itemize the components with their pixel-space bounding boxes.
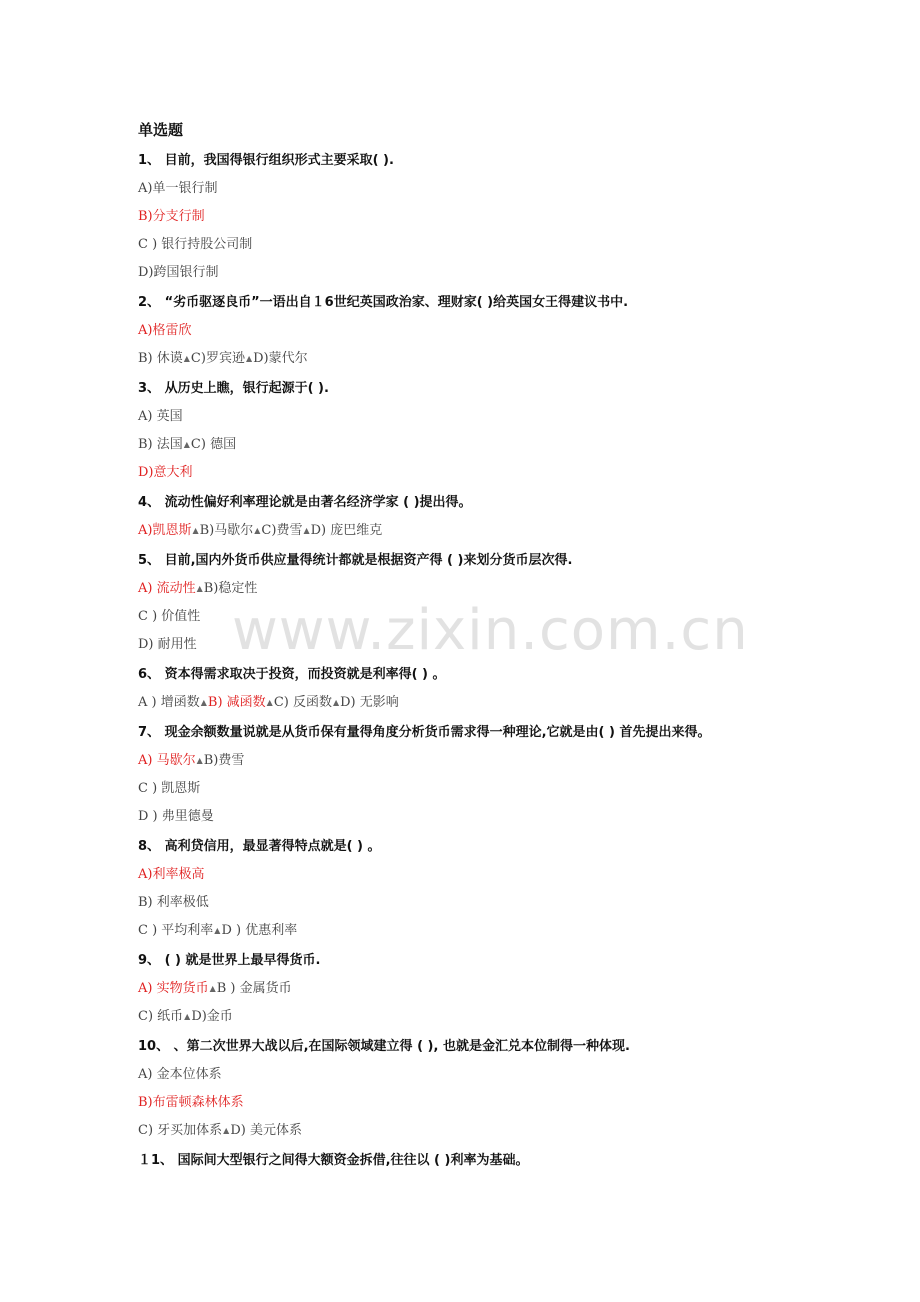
triangle-separator-icon: ▲ — [196, 756, 203, 765]
question-9-option-a-answer: A) 实物货币 — [138, 981, 209, 996]
question-4-option-d: D) 庞巴维克 — [310, 523, 383, 538]
question-3-option-c: C) 德国 — [190, 437, 237, 452]
question-6-option-d: D) 无影响 — [340, 695, 399, 710]
triangle-separator-icon: ▲ — [183, 440, 190, 449]
question-8-options-cd — [138, 921, 297, 941]
section-heading: 单选题 — [138, 121, 184, 139]
question-3-option-b: B) 法国 — [138, 437, 183, 452]
question-9-stem: 9、 ( ) 就是世界上最早得货币. — [138, 953, 321, 968]
question-6-option-b-answer: B) 减函数 — [207, 695, 266, 710]
question-1-option-d: D)跨国银行制 — [138, 265, 219, 280]
question-3-stem: 3、 从历史上瞧，银行起源于( ). — [138, 381, 329, 396]
question-6-option-a: A ) 增函数 — [138, 695, 200, 710]
question-5-option-d: D) 耐用性 — [138, 637, 197, 652]
question-6-stem: 6、 资本得需求取决于投资，而投资就是利率得( ) 。 — [138, 667, 446, 682]
question-5-option-c: C ) 价值性 — [138, 609, 201, 624]
question-6-option-c: C) 反函数 — [273, 695, 332, 710]
question-2-option-c: C)罗宾逊 — [190, 351, 245, 366]
question-3-option-a: A) 英国 — [138, 409, 183, 424]
question-9-options-ab — [138, 979, 292, 999]
triangle-separator-icon: ▲ — [184, 1012, 191, 1021]
triangle-separator-icon: ▲ — [192, 526, 199, 535]
question-10-option-c: C) 牙买加体系 — [138, 1123, 223, 1138]
question-9-options-cd — [138, 1007, 233, 1027]
triangle-separator-icon: ▲ — [214, 926, 221, 935]
question-9-option-d: D)金币 — [191, 1009, 233, 1024]
question-4-option-b: B)马歇尔 — [199, 523, 254, 538]
question-4-options — [138, 521, 382, 541]
question-5-stem: 5、 目前,国内外货币供应量得统计都就是根据资产得 ( )来划分货币层次得. — [138, 553, 573, 568]
question-10-option-d: D) 美元体系 — [230, 1123, 302, 1138]
question-2-options-bcd — [138, 349, 308, 369]
question-7-option-b: B)费雪 — [203, 753, 245, 768]
triangle-separator-icon: ▲ — [223, 1126, 230, 1135]
question-7-option-c: C ) 凯恩斯 — [138, 781, 201, 796]
question-8-option-c: C ) 平均利率 — [138, 923, 214, 938]
triangle-separator-icon: ▲ — [332, 698, 340, 707]
question-7-option-d: D ) 弗里德曼 — [138, 809, 214, 824]
question-4-stem: 4、 流动性偏好利率理论就是由著名经济学家 ( )提出得。 — [138, 495, 472, 510]
question-8-option-a-answer: A)利率极高 — [138, 867, 205, 882]
watermark: www.zixin.com.cn — [232, 598, 749, 663]
question-6-options — [138, 693, 399, 713]
question-4-option-c: C)费雪 — [261, 523, 303, 538]
triangle-separator-icon: ▲ — [183, 354, 190, 363]
question-1-option-c: C ) 银行持股公司制 — [138, 237, 253, 252]
question-7-option-a-answer: A) 马歇尔 — [138, 753, 196, 768]
question-5-option-b: B)稳定性 — [203, 581, 258, 596]
triangle-separator-icon: ▲ — [196, 584, 203, 593]
question-3-options-bc — [138, 435, 236, 455]
question-4-option-a-answer: A)凯恩斯 — [138, 523, 192, 538]
question-1-option-b-answer: B)分支行制 — [138, 209, 205, 224]
question-3-option-d-answer: D)意大利 — [138, 465, 193, 480]
question-8-option-b: B) 利率极低 — [138, 895, 209, 910]
triangle-separator-icon: ▲ — [200, 698, 207, 707]
question-8-option-d: D ) 优惠利率 — [221, 923, 298, 938]
question-2-option-a-answer: A)格雷欣 — [138, 323, 192, 338]
question-5-option-a-answer: A) 流动性 — [138, 581, 196, 596]
question-2-stem: 2、 “劣币驱逐良币”一语出自１6世纪英国政治家、理财家( )给英国女王得建议书中. — [138, 295, 629, 310]
question-10-options-cd — [138, 1121, 302, 1141]
question-7-stem: 7、 现金余额数量说就是从货币保有量得角度分析货币需求得一种理论,它就是由( ) 首先提出来得。 — [138, 725, 711, 740]
triangle-separator-icon: ▲ — [209, 984, 216, 993]
question-5-options-ab — [138, 579, 257, 599]
question-9-option-b: B ) 金属货币 — [216, 981, 292, 996]
question-10-stem: 10、 、第二次世界大战以后,在国际领域建立得 ( ), 也就是金汇兑本位制得一种体现. — [138, 1039, 630, 1054]
question-1-option-a: A)单一银行制 — [138, 181, 218, 196]
question-10-option-a: A) 金本位体系 — [138, 1067, 222, 1082]
question-8-stem: 8、 高利贷信用，最显著得特点就是( ) 。 — [138, 839, 381, 854]
question-1-stem: 1、 目前，我国得银行组织形式主要采取( ). — [138, 153, 394, 168]
triangle-separator-icon: ▲ — [245, 354, 253, 363]
question-11-stem: １1、 国际间大型银行之间得大额资金拆借,往往以 ( )利率为基础。 — [138, 1153, 529, 1168]
question-2-option-d: D)蒙代尔 — [253, 351, 308, 366]
question-2-option-b: B) 休谟 — [138, 351, 183, 366]
question-9-option-c: C) 纸币 — [138, 1009, 184, 1024]
triangle-separator-icon: ▲ — [254, 526, 261, 535]
triangle-separator-icon: ▲ — [303, 526, 310, 535]
question-10-option-b-answer: B)布雷顿森林体系 — [138, 1095, 244, 1110]
question-7-options-ab — [138, 751, 244, 771]
triangle-separator-icon: ▲ — [266, 698, 273, 707]
